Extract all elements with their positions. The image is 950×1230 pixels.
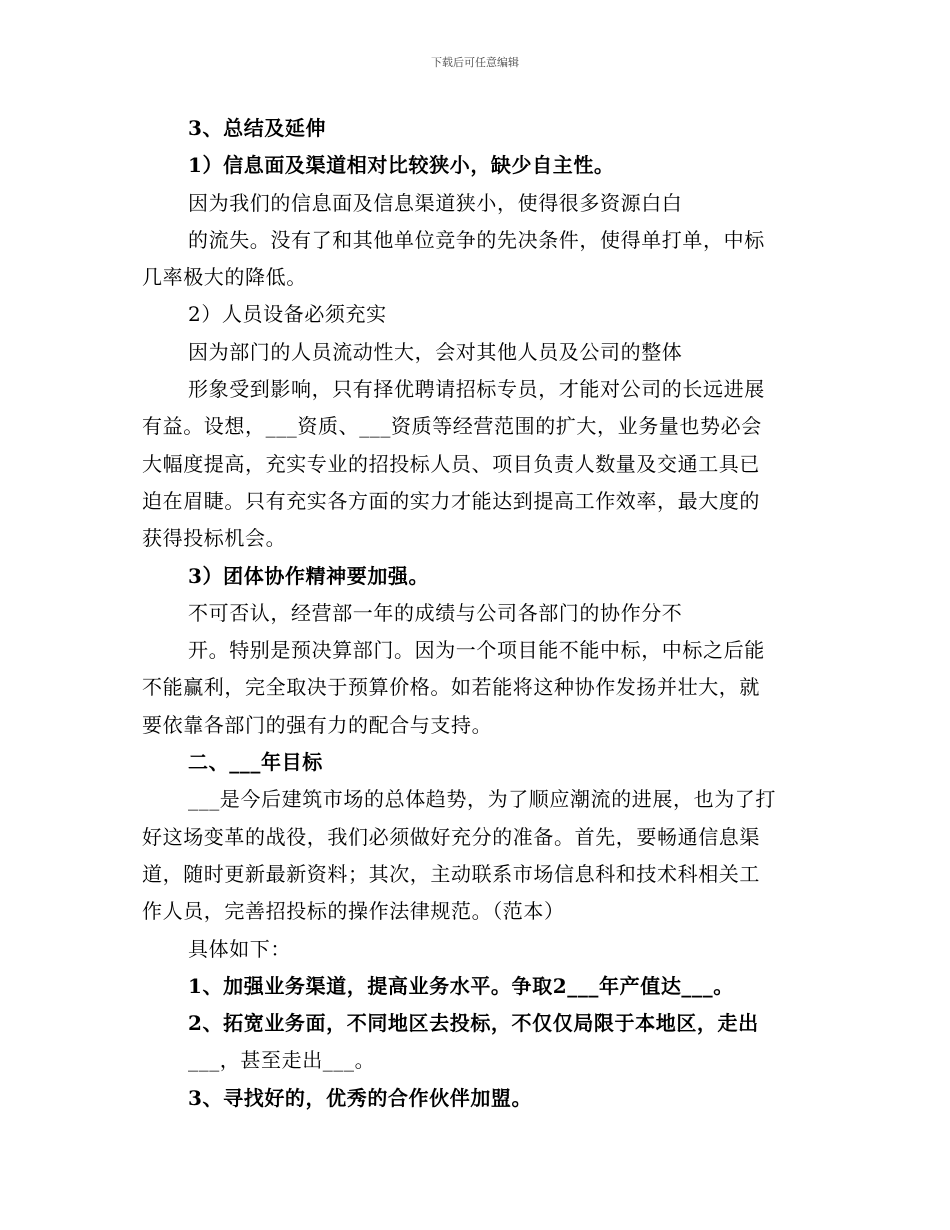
- text-line: 二、___年目标: [188, 750, 323, 775]
- text-line: 几率极大的降低。: [142, 265, 307, 290]
- text-line: 要依靠各部门的强有力的配合与支持。: [142, 712, 493, 737]
- text-line: ___是今后建筑市场的总体趋势，为了顺应潮流的进展，也为了打: [188, 787, 776, 812]
- text-line: 1）信息面及渠道相对比较狭小，缺少自主性。: [188, 153, 615, 178]
- text-line: 不可否认，经营部一年的成绩与公司各部门的协作分不: [188, 600, 683, 625]
- text-line: 形象受到影响，只有择优聘请招标专员，才能对公司的长远进展: [188, 377, 765, 402]
- text-line: 具体如下：: [188, 936, 291, 961]
- text-line: 作人员，完善招投标的操作法律规范。（范本）: [142, 899, 565, 924]
- text-line: 有益。设想，___资质、___资质等经营范围的扩大，业务量也势必会: [142, 414, 762, 439]
- text-line: 好这场变革的战役，我们必须做好充分的准备。首先，要畅通信息渠: [142, 824, 760, 849]
- page-header: 下载后可任意编辑: [431, 56, 519, 69]
- text-line: 因为我们的信息面及信息渠道狭小，使得很多资源白白: [188, 190, 683, 215]
- text-line: 3）团体协作精神要加强。: [188, 563, 430, 588]
- text-line: 不能赢利，完全取决于预算价格。如若能将这种协作发扬并壮大，就: [142, 675, 760, 700]
- text-line: 迫在眉睫。只有充实各方面的实力才能达到提高工作效率，最大度的: [142, 488, 760, 513]
- text-line: 大幅度提高，充实专业的招投标人员、项目负责人数量及交通工具已: [142, 451, 760, 476]
- text-line: 道，随时更新最新资料；其次，主动联系市场信息科和技术科相关工: [142, 861, 760, 886]
- text-line: 获得投标机会。: [142, 526, 287, 551]
- text-line: 1、加强业务渠道，提高业务水平。争取2___年产值达___。: [188, 973, 734, 998]
- text-line: 2、拓宽业务面，不同地区去投标，不仅仅局限于本地区，走出: [188, 1011, 759, 1036]
- text-line: 的流失。没有了和其他单位竞争的先决条件，使得单打单，中标: [188, 227, 765, 252]
- text-line: ___，甚至走出___。: [188, 1048, 376, 1073]
- text-line: 2）人员设备必须充实: [188, 302, 387, 327]
- text-line: 3、总结及延伸: [188, 116, 327, 140]
- document-body: [142, 110, 812, 1117]
- text-line: 开。特别是预决算部门。因为一个项目能不能中标，中标之后能: [188, 638, 765, 663]
- text-line: 3、寻找好的，优秀的合作伙伴加盟。: [188, 1085, 533, 1110]
- text-line: 因为部门的人员流动性大，会对其他人员及公司的整体: [188, 339, 683, 364]
